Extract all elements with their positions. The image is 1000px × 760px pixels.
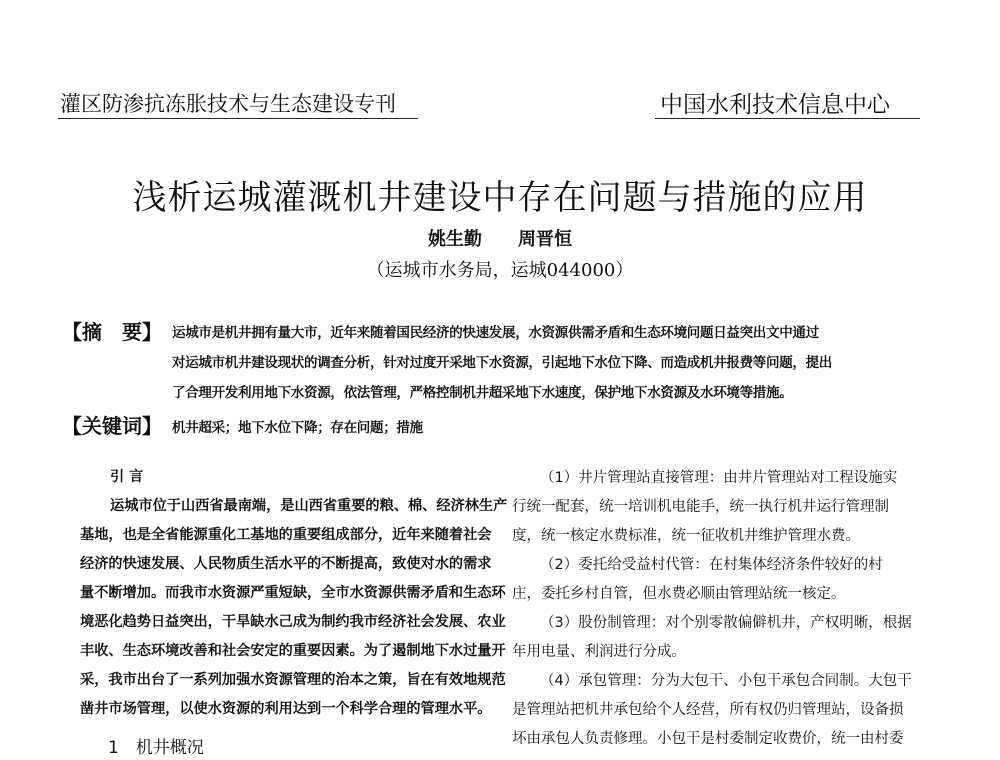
body-line: 采，我市出台了一系列加强水资源管理的治本之策，旨在有效地规范	[80, 672, 506, 688]
abstract-line: 对运城市机井建设现状的调查分析，针对过度开采地下水资源，引起地下水位下降、而造成机井报费等问题，提出	[172, 355, 832, 371]
body-line: 坏由承包人负责修理。小包干是村委制定收费价，统一由村委	[512, 731, 904, 747]
body-line: 年用电量、利润进行分成。	[512, 644, 686, 660]
body-line: （4）承包管理：分为大包干、小包干承包合同制。大包干	[540, 673, 912, 689]
header-rule	[655, 118, 920, 119]
section-heading: 1 机井概况	[108, 738, 204, 758]
body-line: 度，统一核定水费标准，统一征收机井维护管理水费。	[512, 528, 860, 544]
journal-header: 灌区防渗抗冻胀技术与生态建设专刊	[60, 92, 396, 116]
publisher-header: 中国水利技术信息中心	[660, 92, 890, 118]
header-rule	[58, 118, 418, 119]
body-line: 境恶化趋势日益突出，干旱缺水己成为制约我市经济社会发展、农业	[80, 614, 506, 630]
body-line: 量不断增加。而我市水资源严重短缺，全市水资源供需矛盾和生态环	[80, 585, 506, 601]
body-line: （2）委托给受益村代管：在村集体经济条件较好的村	[540, 557, 883, 573]
abstract-label: 【摘 要】	[62, 320, 162, 344]
article-title: 浅析运城灌溉机井建设中存在问题与措施的应用	[132, 178, 868, 218]
body-line: 运城市位于山西省最南端，是山西省重要的粮、棉、经济林生产	[110, 498, 508, 514]
body-line: 是管理站把机井承包给个人经营，所有权仍归管理站，设备损	[512, 702, 904, 718]
abstract-line: 运城市是机井拥有量大市，近年来随着国民经济的快速发展，水资源供需矛盾和生态环境问题日益突出文中通过	[172, 325, 819, 341]
body-line: （3）股份制管理：对个别零散偏僻机井，产权明晰，根据	[540, 615, 912, 631]
body-line: 基地，也是全省能源重化工基地的重要组成部分，近年来随着社会	[80, 527, 492, 543]
keywords-label: 【关键词】	[62, 414, 162, 438]
body-line: 行统一配套，统一培训机电能手，统一执行机井运行管理制	[512, 499, 889, 515]
body-line: 丰收、生态环境改善和社会安定的重要因素。为了遏制地下水过量开	[80, 643, 506, 659]
keywords-text: 机井超采；地下水位下降；存在问题；措施	[172, 420, 423, 436]
body-line: 庄，委托乡村自管，但水费必顺由管理站统一核定。	[512, 586, 846, 602]
body-line: 凿井市场管理，以使水资源的利用达到一个科学合理的管理水平。	[80, 701, 492, 717]
abstract-line: 了合理开发利用地下水资源，依法管理，严格控制机井超采地下水速度，保护地下水资源及水环境等措施。	[172, 385, 793, 401]
affiliation: （运城市水务局，运城044000）	[366, 260, 634, 281]
authors: 姚生勤 周晋恒	[428, 229, 572, 250]
intro-heading: 引 言	[110, 469, 144, 485]
body-line: （1）井片管理站直接管理：由井片管理站对工程设施实	[540, 470, 898, 486]
body-line: 经济的快速发展、人民物质生活水平的不断提高，致使对水的需求	[80, 556, 492, 572]
